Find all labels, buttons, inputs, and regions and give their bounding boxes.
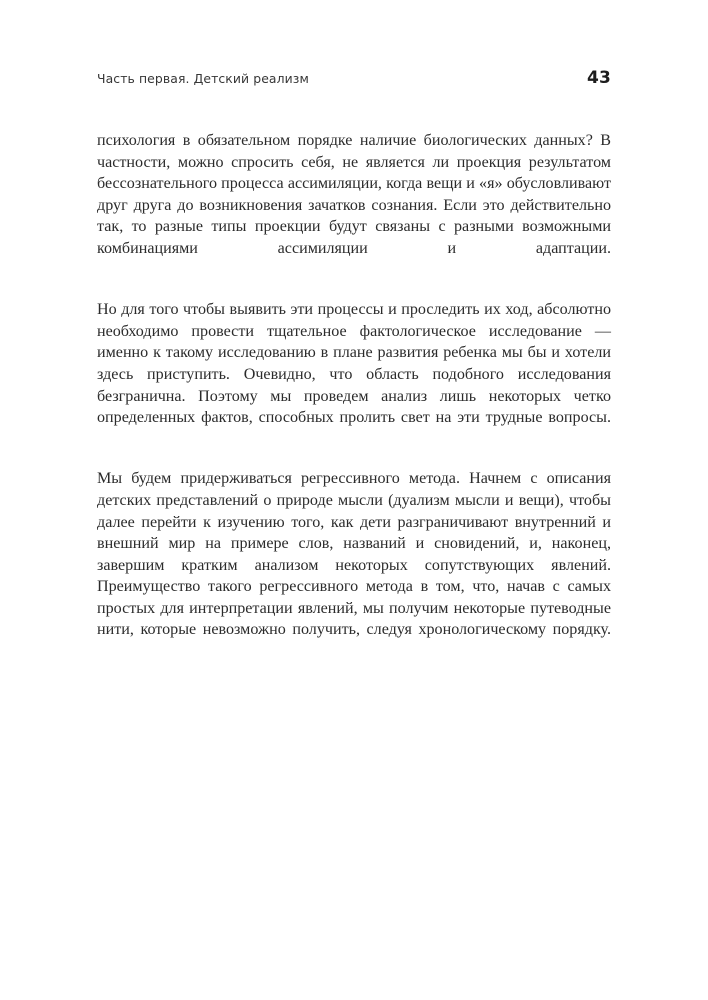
paragraph: психология в обязательном порядке наличие биологических данных? В частности, можно спросить себя, не является ли проекция результатом бессознательного процесса ассимиляции, когда вещи и «я» обусловливают друг друга до возникновения зачатков сознания. Если это действительно так, то разные типы проекции будут связаны с разными возможными комбинациями ассимиляции и адаптации. (97, 132, 611, 257)
paragraph: Мы будем придерживаться регрессивного метода. Начнем с описания детских представлений о природе мысли (дуализм мысли и вещи), чтобы далее перейти к изучению того, как дети разграничивают внутренний и внешний мир на примере слов, названий и сновидений, и, наконец, завершим кратким анализом некоторых сопутствующих явлений. Преимущество такого регрессивного метода в том, что, начав с самых простых для интерпретации явлений, мы получим некоторые путеводные нити, которые невозможно получить, следуя хронологическому порядку. (97, 470, 611, 639)
paragraph: Но для того чтобы выявить эти процессы и проследить их ход, абсолютно необходимо провести тщательное фактологическое исследование — именно к такому исследованию в плане развития ребенка мы бы и хотели здесь приступить. Очевидно, что область подобного исследования безгранична. Поэтому мы проведем анализ лишь некоторых четко определенных фактов, способных пролить свет на эти трудные вопросы. (97, 301, 611, 427)
running-head-title: Часть первая. Детский реализм (97, 71, 309, 86)
page-number: 43 (586, 68, 611, 88)
running-head (97, 68, 611, 90)
body-text-block (97, 130, 611, 663)
